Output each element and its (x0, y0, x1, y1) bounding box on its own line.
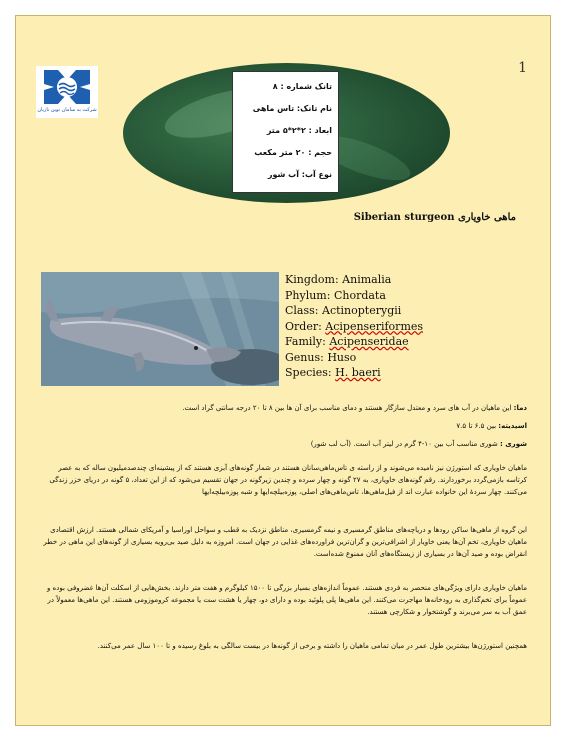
logo-emblem-icon (36, 66, 98, 108)
page-number: 1 (518, 60, 527, 76)
temperature-fact (42, 402, 527, 414)
taxonomy-value: Animalia (342, 273, 392, 286)
ph-label: اسیدیته: (498, 422, 527, 430)
taxonomy-label: Kingdom: (285, 273, 339, 286)
paragraph-intro: ماهیان خاویاری که استورژن نیز نامیده می‌شوند و از راسته ی تاس‌ماهی‌سانان هستند در شمار گونه‌های آبزی هستند که از پیشینه‌ای چندصدمیلیون ساله که به عصر کرتاسه بازمی‌گردد برخوردارند. رقم گونه‌های خاویاری، به ۲۷ گونه و چهار سرده و چندین زیرگونه در جهان تقسیم می‌شود که از این تعداد، ۵ گونه در دریای خزر زندگی می‌کنند. چهار سردهٔ این خانواده عبارت اند از فیل‌ماهی‌ها، تاس‌ماهی‌های اصلی، پوزه‌بیلچه‌ایها و شبه پوزه‌بیلچه‌ایها (49, 464, 527, 496)
paragraph-habitat: این گروه از ماهی‌ها ساکن رودها و دریاچه‌های مناطق گرمسیری و نیمه گرمسیری، مناطق نزدیک به قطب و سواحل اوراسیا و آمریکای شمالی هستند. ارزش اقتصادی ماهیان خاویاری، تخم آن‌ها یعنی خاویار از اشرافی‌ترین و گران‌ترین فراورده‌های غذایی در جهان است. امروزه به دلیل صید بی‌رویه بسیاری از گونه‌های این ماهی در خطر انقراض بوده و صید آن‌ها در بسیاری از زیستگاه‌های آنان ممنوع شده‌است. (43, 526, 527, 558)
tank-water-type: نوع آب: آب شور (267, 170, 332, 179)
sturgeon-photo (41, 272, 279, 386)
taxonomy-label: Phylum: (285, 288, 331, 302)
page-title: ماهی خاویاری Siberian sturgeon (353, 212, 516, 223)
temperature-label: دما: (513, 404, 527, 412)
taxonomy-label: Species: (285, 366, 332, 379)
ph-fact (42, 420, 527, 432)
salinity-text: شوری مناسب آب بین ۱۰-۴ گرم در لیتر آب است. (آب لب شور) (310, 440, 498, 448)
company-logo (36, 66, 98, 118)
ph-text: بین ۶.۵ تا ۷.۵ (456, 422, 497, 430)
taxonomy-value: Huso (327, 350, 357, 364)
logo-caption: شرکت به سامان نوین نازیان (37, 107, 97, 113)
taxonomy-species (285, 365, 465, 381)
sturgeon-image (41, 272, 279, 386)
taxonomy-label: Family: (285, 335, 326, 348)
salinity-fact (42, 438, 527, 450)
taxonomy-order (285, 319, 465, 335)
taxonomy-block (285, 272, 465, 381)
taxonomy-value: Actinopterygii (322, 304, 402, 317)
paragraph-lifespan: همچنین استورژن‌ها بیشترین طول عمر در میان تمامی ماهیان را داشته و برخی از گونه‌ها در بیست سالگی به بلوغ رسیده و تا ۱۰۰ سال عمر می‌کنند. (97, 642, 527, 650)
taxonomy-class (285, 303, 465, 319)
taxonomy-family (285, 334, 465, 350)
taxonomy-kingdom (285, 272, 465, 288)
taxonomy-label: Genus: (285, 350, 324, 364)
taxonomy-phylum (285, 288, 465, 304)
temperature-text: این ماهیان در آب های سرد و معتدل سازگار هستند و دمای مناسب برای آن ها بین ۸ تا ۲۰ درجه سانتی گراد است. (182, 404, 512, 412)
taxonomy-genus (285, 350, 465, 366)
tank-volume: حجم : ۲۰ متر مکعب (254, 148, 332, 157)
tank-name: نام تانک: تاس ماهی (252, 104, 332, 113)
taxonomy-value: Acipenseridae (329, 335, 409, 348)
taxonomy-label: Order: (285, 319, 322, 333)
taxonomy-value: Acipenseriformes (325, 319, 424, 333)
taxonomy-value: H. baeri (335, 366, 381, 379)
tank-dimensions: ابعاد : ۲*۲*۵ متر (266, 126, 332, 135)
paragraph-features: ماهیان خاویاری دارای ویژگی‌های منحصر به فردی هستند. عموماً اندازه‌های بسیار بزرگی تا ۱۵۰۰ کیلوگرم و هفت متر دارند. بخش‌هایی از اسکلت آن‌ها غضروفی بوده و عموماً برای تخم‌گذاری به رودخانه‌ها مهاجرت می‌کنند. این ماهی‌ها پلی پلوئید بوده و دارای دو، چهار یا هشت ست یا مجموعه کروموزومی هستند. این ماهی‌ها معمولاً در عمق آب به سر می‌برند و گوشتخوار و شکارچی هستند. (46, 584, 527, 616)
salinity-label: شوری : (500, 440, 527, 448)
taxonomy-label: Class: (285, 304, 319, 317)
tank-info-box (232, 71, 339, 193)
taxonomy-value: Chordata (333, 288, 386, 302)
tank-number: تانک شماره : ۸ (272, 82, 332, 91)
